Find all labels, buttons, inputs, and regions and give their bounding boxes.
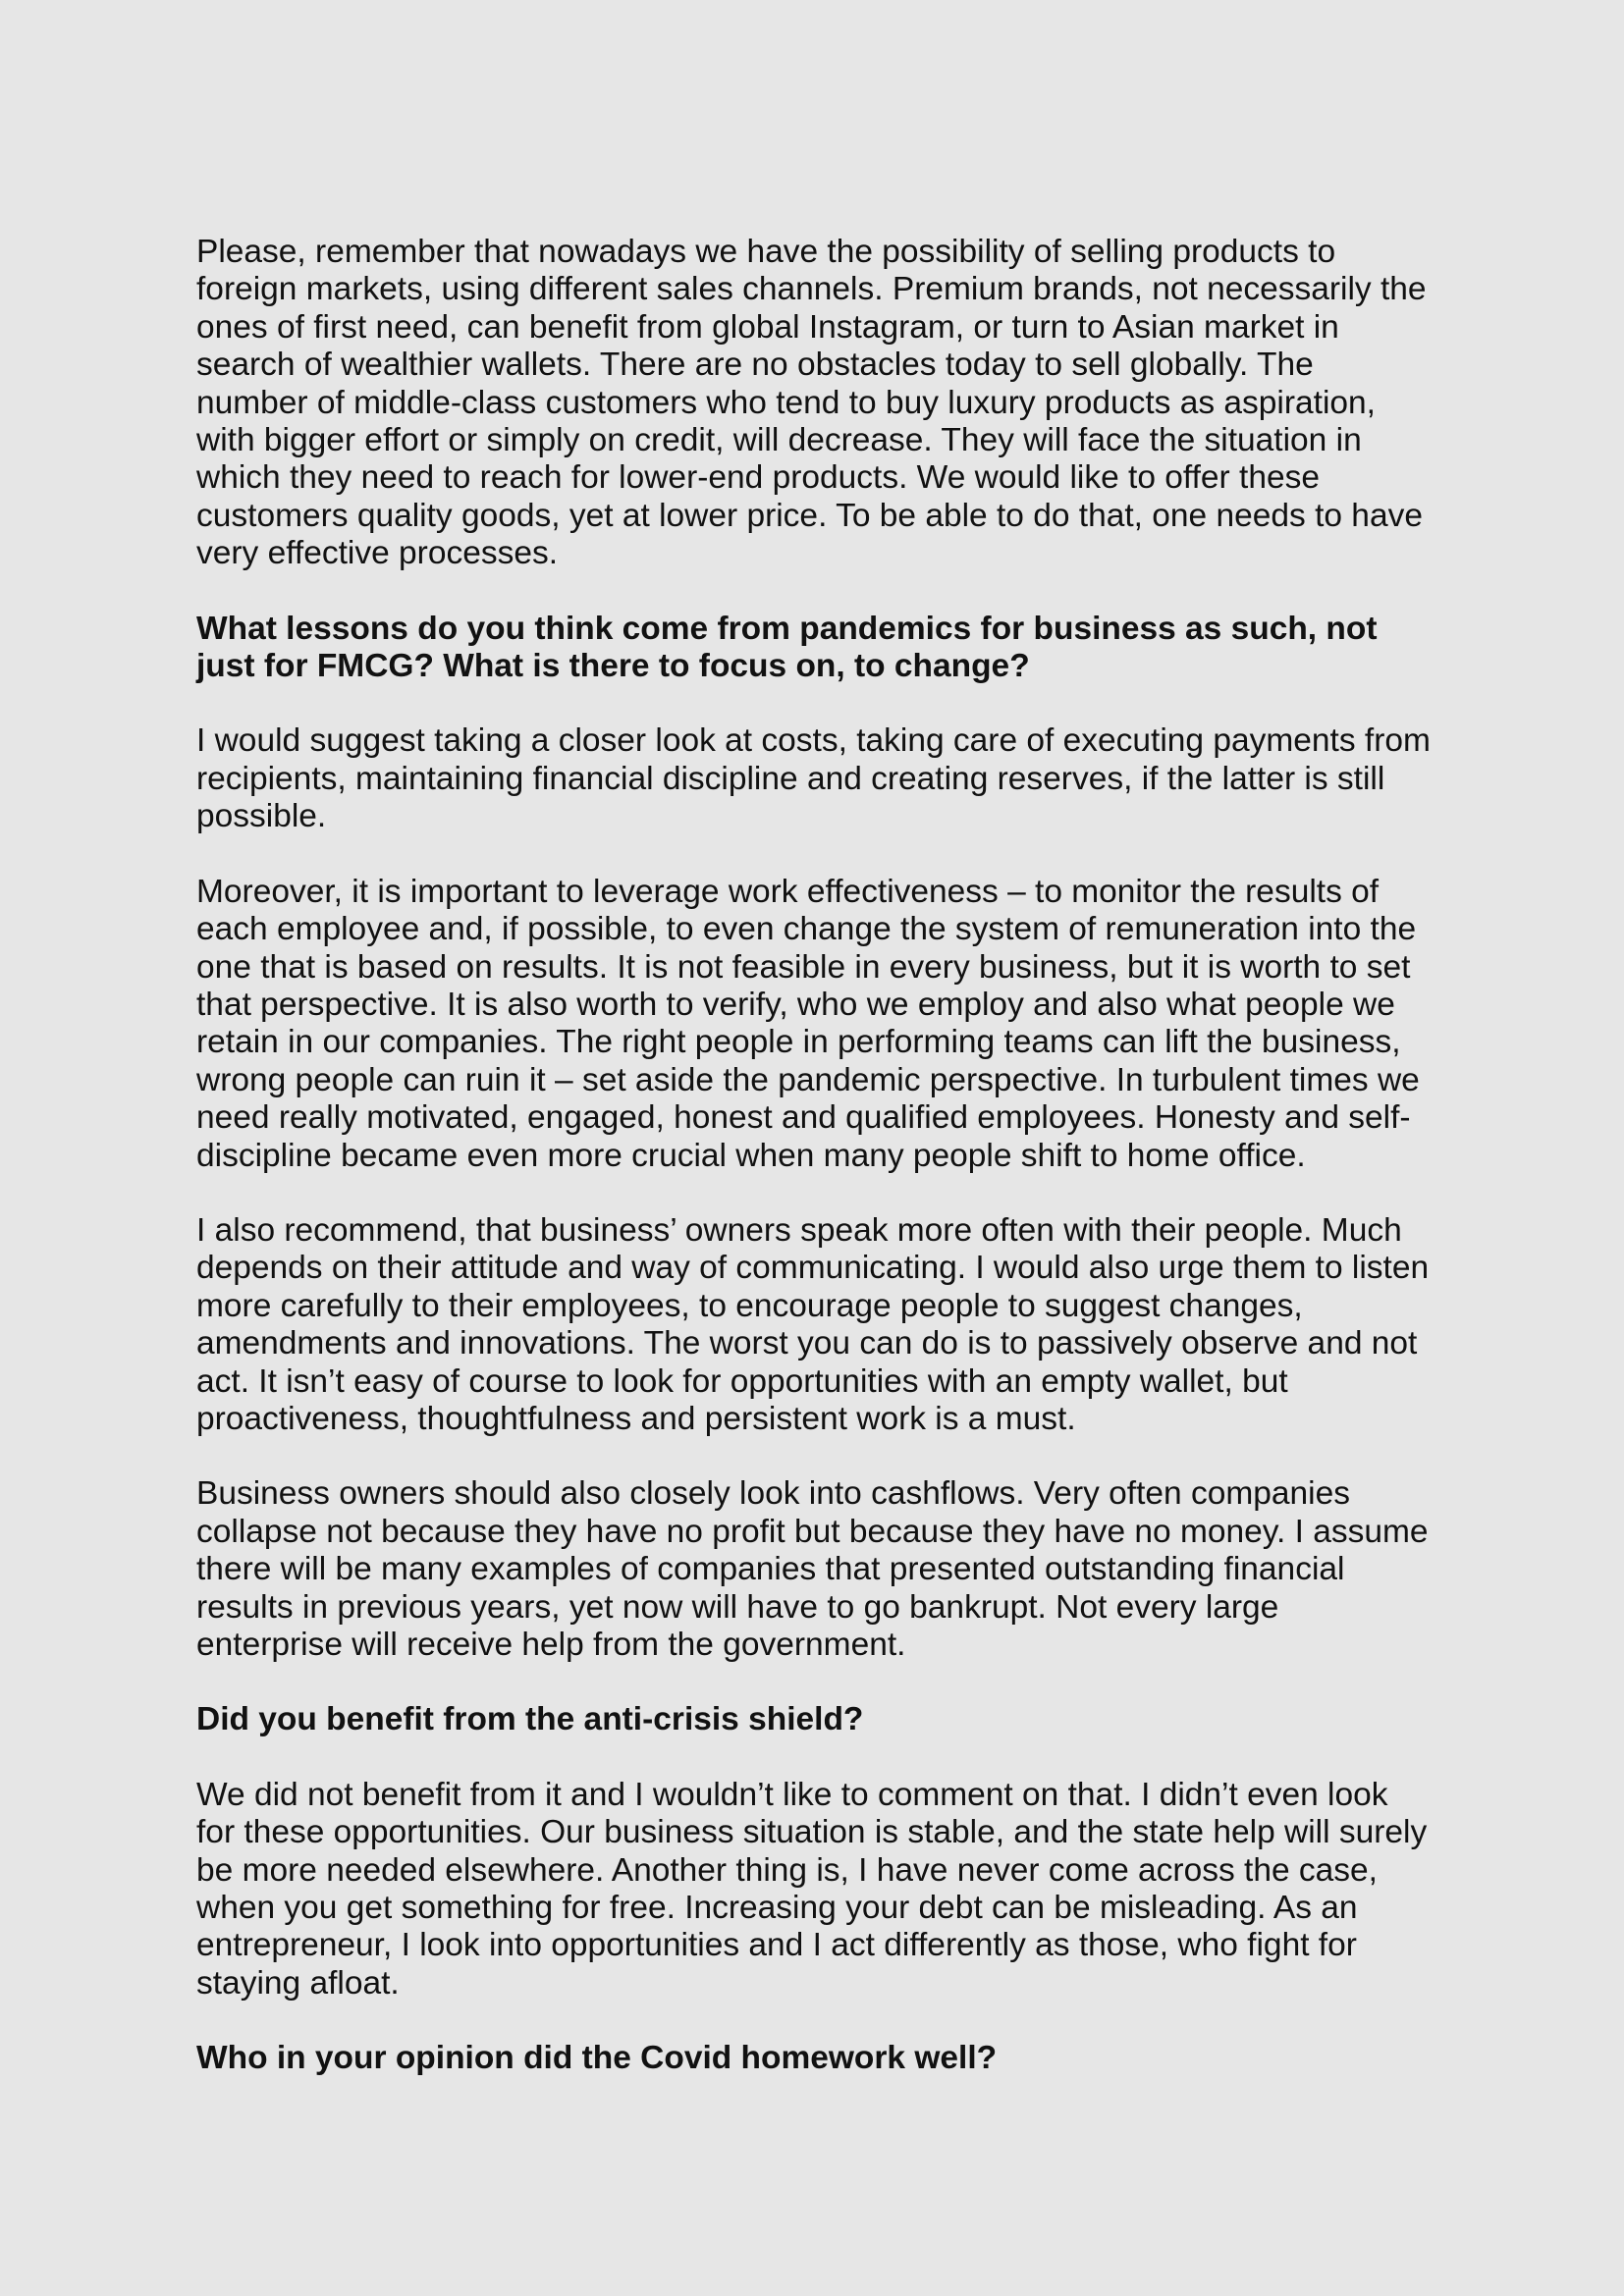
text-line: wrong people can ruin it – set aside the pandemic perspective. In turbulent times we xyxy=(196,1061,1420,1098)
answer-paragraph xyxy=(196,1475,1428,1664)
answer-paragraph xyxy=(196,1777,1428,2002)
text-line: results in previous years, yet now will have to go bankrupt. Not every large xyxy=(196,1588,1279,1626)
text-line: be more needed elsewhere. Another thing is, I have never come across the case, xyxy=(196,1851,1378,1889)
text-line: customers quality goods, yet at lower price. To be able to do that, one needs to have xyxy=(196,497,1423,534)
text-line: Who in your opinion did the Covid homework well? xyxy=(196,2040,998,2077)
text-line: depends on their attitude and way of communicating. I would also urge them to listen xyxy=(196,1250,1430,1287)
answer-paragraph xyxy=(196,1212,1428,1438)
text-line: staying afloat. xyxy=(196,1964,400,2002)
text-line: entrepreneur, I look into opportunities and I act differently as those, who fight for xyxy=(196,1927,1357,1964)
text-line: What lessons do you think come from pandemics for business as such, not xyxy=(196,610,1378,647)
interview-question xyxy=(196,1701,1428,1738)
document-body xyxy=(196,234,1431,2078)
text-line: Did you benefit from the anti-crisis shield? xyxy=(196,1701,864,1738)
text-line: discipline became even more crucial when many people shift to home office. xyxy=(196,1137,1306,1174)
text-line: number of middle-class customers who tend to buy luxury products as aspiration, xyxy=(196,384,1376,421)
text-line: proactiveness, thoughtfulness and persistent work is a must. xyxy=(196,1400,1076,1437)
text-line: I also recommend, that business’ owners speak more often with their people. Much xyxy=(196,1211,1402,1249)
text-line: collapse not because they have no profit but because they have no money. I assume xyxy=(196,1513,1429,1550)
answer-paragraph xyxy=(196,234,1428,573)
text-line: that perspective. It is also worth to verify, who we employ and also what people we xyxy=(196,986,1395,1023)
text-line: enterprise will receive help from the government. xyxy=(196,1627,906,1663)
text-line: search of wealthier wallets. There are no obstacles today to sell globally. The xyxy=(196,347,1314,384)
interview-question xyxy=(196,611,1428,686)
text-line: recipients, maintaining financial discipline and creating reserves, if the latter is still xyxy=(196,760,1385,797)
text-line: act. It isn’t easy of course to look for opportunities with an empty wallet, but xyxy=(196,1362,1288,1400)
text-line: Moreover, it is important to leverage work effectiveness – to monitor the results of xyxy=(196,873,1380,910)
text-line: possible. xyxy=(196,798,327,835)
text-line: more carefully to their employees, to encourage people to suggest changes, xyxy=(196,1287,1303,1324)
text-line: I would suggest taking a closer look at costs, taking care of executing payments from xyxy=(196,722,1431,760)
text-line: for these opportunities. Our business situation is stable, and the state help will surely xyxy=(196,1814,1428,1851)
answer-paragraph xyxy=(196,722,1431,835)
text-line: We did not benefit from it and I wouldn’t like to comment on that. I didn’t even look xyxy=(196,1776,1388,1813)
text-line: there will be many examples of companies that presented outstanding financial xyxy=(196,1551,1345,1588)
text-line: very effective processes. xyxy=(196,535,559,572)
text-line: Please, remember that nowadays we have the possibility of selling products to xyxy=(196,234,1336,270)
interview-question xyxy=(196,2040,1428,2077)
text-line: need really motivated, engaged, honest and qualified employees. Honesty and self- xyxy=(196,1099,1411,1137)
text-line: just for FMCG? What is there to focus on, to change? xyxy=(196,648,1030,685)
text-line: which they need to reach for lower-end products. We would like to offer these xyxy=(196,459,1320,497)
text-line: ones of first need, can benefit from global Instagram, or turn to Asian market in xyxy=(196,308,1339,346)
answer-paragraph xyxy=(196,874,1428,1175)
text-line: foreign markets, using different sales channels. Premium brands, not necessarily the xyxy=(196,271,1427,308)
text-line: Business owners should also closely look into cashflows. Very often companies xyxy=(196,1475,1350,1513)
text-line: each employee and, if possible, to even change the system of remuneration into the xyxy=(196,911,1417,948)
text-line: with bigger effort or simply on credit, will decrease. They will face the situation in xyxy=(196,422,1362,459)
text-line: when you get something for free. Increasing your debt can be misleading. As an xyxy=(196,1890,1358,1927)
text-line: amendments and innovations. The worst you can do is to passively observe and not xyxy=(196,1325,1418,1362)
text-line: retain in our companies. The right people in performing teams can lift the business, xyxy=(196,1024,1401,1061)
text-line: one that is based on results. It is not feasible in every business, but it is worth to set xyxy=(196,948,1411,986)
